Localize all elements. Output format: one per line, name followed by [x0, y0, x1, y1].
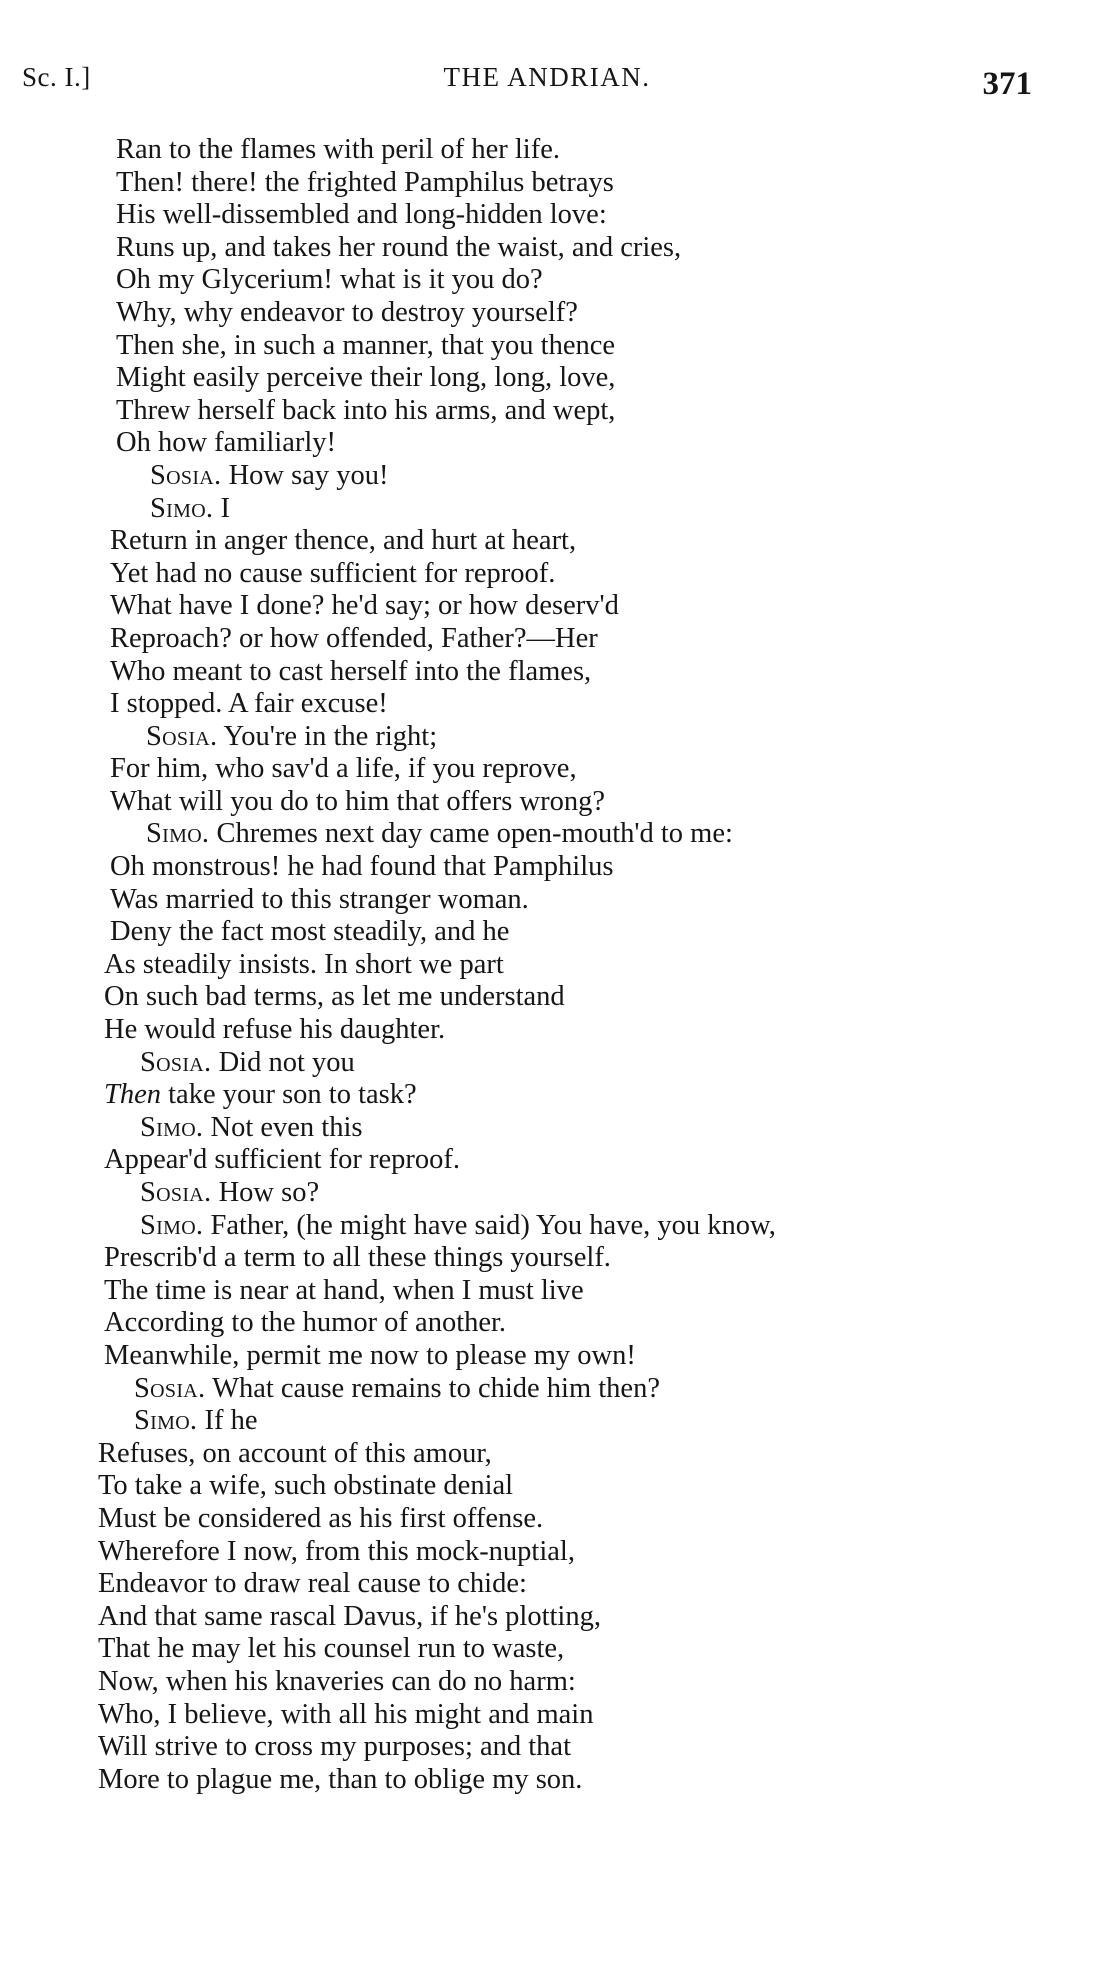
- line-text: take your son to task?: [161, 1079, 417, 1111]
- verse-line: [0, 623, 1119, 656]
- verse-line: [0, 1503, 1119, 1536]
- verse-line: [0, 786, 1119, 819]
- verse-line: [0, 1568, 1119, 1601]
- scene-marker: Sc. I.]: [22, 62, 91, 92]
- verse-line: [0, 1536, 1119, 1569]
- speaker-name: Sosia.: [140, 1046, 212, 1078]
- verse-line: [0, 1275, 1119, 1308]
- speaker-name: Simo.: [140, 1209, 204, 1241]
- verse-line: [0, 688, 1119, 721]
- line-text: Who meant to cast herself into the flames,: [110, 655, 592, 687]
- line-text: Chremes next day came open-mouth'd to me:: [209, 818, 733, 850]
- line-text: Meanwhile, permit me now to please my own!: [104, 1339, 636, 1371]
- verse-line: [0, 1079, 1119, 1112]
- verse-line: [0, 427, 1119, 460]
- verse-line: [0, 167, 1119, 200]
- verse-line: [0, 362, 1119, 395]
- speaker-name: Sosia.: [146, 720, 218, 752]
- verse-line: [0, 949, 1119, 982]
- speaker-name: Sosia.: [140, 1177, 212, 1208]
- speaker-name: Sosia.: [150, 459, 222, 491]
- speaker-line: [0, 1373, 1119, 1406]
- line-text: I stopped. A fair excuse!: [110, 688, 388, 720]
- verse-line: [0, 1666, 1119, 1699]
- line-text: Might easily perceive their long, long, love,: [116, 362, 616, 394]
- verse-line: [0, 330, 1119, 363]
- verse-line: [0, 525, 1119, 558]
- verse-line: [0, 134, 1119, 167]
- verse-line: [0, 590, 1119, 623]
- running-header: [22, 62, 1032, 102]
- line-text: Who, I believe, with all his might and main: [98, 1698, 594, 1730]
- line-text: As steadily insists. In short we part: [104, 948, 504, 980]
- verse-line: [0, 753, 1119, 786]
- line-text: Oh my Glycerium! what is it you do?: [116, 264, 543, 296]
- line-text: Not even this: [203, 1111, 363, 1143]
- line-text: To take a wife, such obstinate denial: [98, 1470, 514, 1502]
- emphasized-word: Then: [104, 1079, 161, 1111]
- speaker-line: [0, 1210, 1119, 1243]
- verse-line: [0, 1601, 1119, 1634]
- verse-line: [0, 297, 1119, 330]
- verse-line: [0, 656, 1119, 689]
- verse-line: [0, 1633, 1119, 1666]
- speaker-line: [0, 493, 1119, 526]
- speaker-line: [0, 1405, 1119, 1438]
- line-text: What will you do to him that offers wrong?: [110, 785, 605, 817]
- line-text: According to the humor of another.: [104, 1307, 507, 1339]
- verse-line: [0, 916, 1119, 949]
- line-text: That he may let his counsel run to waste,: [98, 1633, 565, 1665]
- speaker-line: [0, 460, 1119, 493]
- verse-line: [0, 1340, 1119, 1373]
- line-text: What cause remains to chide him then?: [205, 1372, 660, 1404]
- line-text: Refuses, on account of this amour,: [98, 1437, 492, 1469]
- line-text: What have I done? he'd say; or how deserv'd: [110, 590, 619, 622]
- line-text: Oh monstrous! he had found that Pamphilus: [110, 851, 614, 883]
- line-text: If he: [197, 1405, 258, 1437]
- verse-line: [0, 1144, 1119, 1177]
- speaker-line: [0, 1177, 1119, 1210]
- verse-line: [0, 1699, 1119, 1732]
- line-text: For him, who sav'd a life, if you reprove,: [110, 753, 577, 785]
- line-text: Endeavor to draw real cause to chide:: [98, 1568, 527, 1600]
- line-text: Why, why endeavor to destroy yourself?: [116, 296, 578, 328]
- page-title: THE ANDRIAN.: [443, 62, 651, 92]
- line-text: Reproach? or how offended, Father?—Her: [110, 622, 598, 654]
- line-text: Return in anger thence, and hurt at heart,: [110, 525, 577, 557]
- line-text: How so?: [211, 1177, 320, 1208]
- line-text: His well-dissembled and long-hidden love:: [116, 199, 607, 231]
- speaker-name: Sosia.: [134, 1372, 206, 1404]
- verse-line: [0, 851, 1119, 884]
- line-text: And that same rascal Davus, if he's plotting,: [98, 1600, 601, 1632]
- line-text: Must be considered as his first offense.: [98, 1502, 544, 1534]
- line-text: Deny the fact most steadily, and he: [110, 916, 510, 948]
- line-text: Appear'd sufficient for reproof.: [104, 1144, 460, 1176]
- line-text: Then! there! the frighted Pamphilus betrays: [116, 166, 614, 198]
- speaker-name: Simo.: [134, 1405, 198, 1437]
- line-text: More to plague me, than to oblige my son.: [98, 1763, 583, 1795]
- verse-line: [0, 232, 1119, 265]
- verse-line: [0, 1438, 1119, 1471]
- line-text: How say you!: [221, 459, 389, 491]
- speaker-line: [0, 818, 1119, 851]
- line-text: Wherefore I now, from this mock-nuptial,: [98, 1535, 575, 1567]
- line-text: Was married to this stranger woman.: [110, 883, 529, 915]
- line-text: Yet had no cause sufficient for reproof.: [110, 557, 556, 589]
- verse-line: [0, 1764, 1119, 1797]
- verse-line: [0, 1014, 1119, 1047]
- line-text: Runs up, and takes her round the waist, and cries,: [116, 231, 682, 263]
- line-text: He would refuse his daughter.: [104, 1014, 446, 1046]
- line-text: Ran to the flames with peril of her life.: [116, 134, 560, 165]
- verse-line: [0, 558, 1119, 591]
- line-text: Oh how familiarly!: [116, 427, 337, 459]
- line-text: Prescrib'd a term to all these things yourself.: [104, 1242, 611, 1274]
- line-text: I: [213, 492, 230, 524]
- line-text: Father, (he might have said) You have, you know,: [203, 1209, 776, 1241]
- speaker-line: [0, 1047, 1119, 1080]
- speaker-line: [0, 1112, 1119, 1145]
- verse-line: [0, 1470, 1119, 1503]
- verse-line: [0, 1307, 1119, 1340]
- verse-line: [0, 1731, 1119, 1764]
- verse-line: [0, 1242, 1119, 1275]
- speaker-name: Simo.: [140, 1111, 204, 1143]
- verse-line: [0, 199, 1119, 232]
- line-text: Will strive to cross my purposes; and that: [98, 1731, 571, 1763]
- verse-line: [0, 981, 1119, 1014]
- verse-line: [0, 264, 1119, 297]
- speaker-line: [0, 721, 1119, 754]
- line-text: Threw herself back into his arms, and wept,: [116, 394, 616, 426]
- line-text: The time is near at hand, when I must live: [104, 1274, 584, 1306]
- speaker-name: Simo.: [146, 818, 210, 850]
- verse-text: [0, 134, 1119, 1796]
- verse-line: [0, 884, 1119, 917]
- speaker-name: Simo.: [150, 492, 214, 524]
- line-text: Then she, in such a manner, that you thence: [116, 329, 616, 361]
- page-number: 371: [982, 66, 1032, 102]
- line-text: You're in the right;: [217, 720, 438, 752]
- line-text: Now, when his knaveries can do no harm:: [98, 1665, 576, 1697]
- verse-line: [0, 395, 1119, 428]
- line-text: Did not you: [211, 1046, 355, 1078]
- line-text: On such bad terms, as let me understand: [104, 981, 565, 1013]
